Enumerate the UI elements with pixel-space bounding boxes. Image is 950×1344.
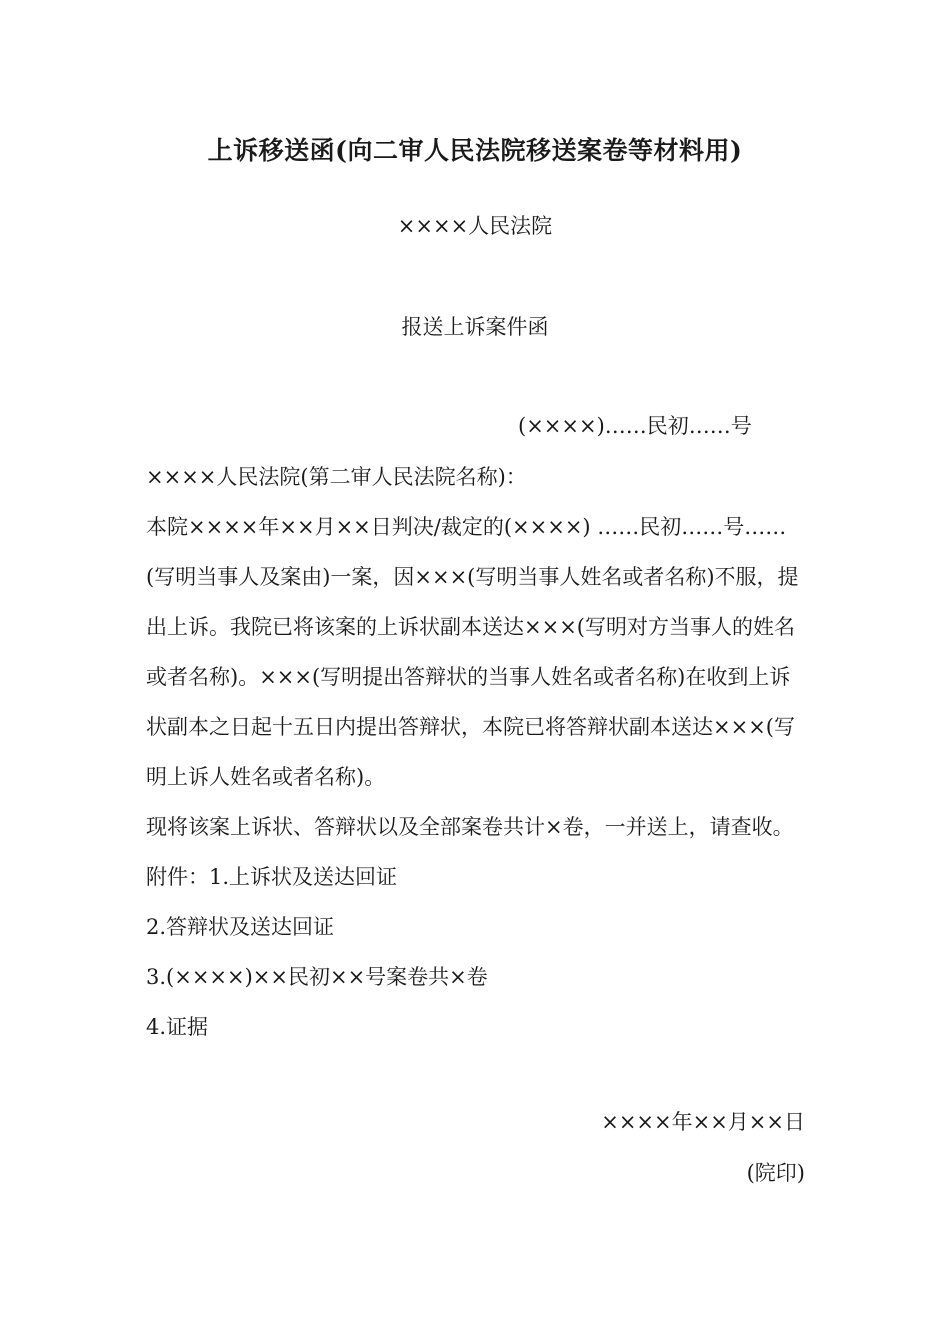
document-name: 报送上诉案件函 [401, 315, 549, 339]
document-title: 上诉移送函(向二审人民法院移送案卷等材料用) [207, 136, 743, 165]
document-body [146, 452, 806, 1052]
addressee: ××××人民法院(第二审人民法院名称)： [146, 465, 527, 489]
court-name: ××××人民法院 [397, 214, 553, 238]
attachment-item: 附件：1.上诉状及送达回证 [146, 865, 398, 889]
attachment-item: 2.答辩状及送达回证 [146, 915, 335, 939]
attachment-item: 3.(××××)××民初××号案卷共×卷 [146, 965, 488, 989]
body-paragraph-2: 现将该案上诉状、答辩状以及全部案卷共计×卷，一并送上，请查收。 [146, 815, 794, 839]
court-seal: (院印) [746, 1161, 805, 1185]
case-number: (××××)……民初……号 [518, 414, 752, 438]
attachment-item: 4.证据 [146, 1015, 209, 1039]
body-paragraph-1: 本院××××年××月××日判决/裁定的(××××) ……民初……号……(写明当事人及案由)一案，因×××(写明当事人姓名或者名称)不服，提出上诉。我院已将该案的上诉状副本送达×××(写明对方当事人的姓名或者名称)。×××(写明提出答辩状的当事人姓名或者名称)在收到上诉状副本之日起十五日内提出答辩状，本院已将答辩状副本送达×××(写明上诉人姓名或者名称)。 [146, 515, 799, 789]
document-date: ××××年××月××日 [601, 1110, 805, 1134]
